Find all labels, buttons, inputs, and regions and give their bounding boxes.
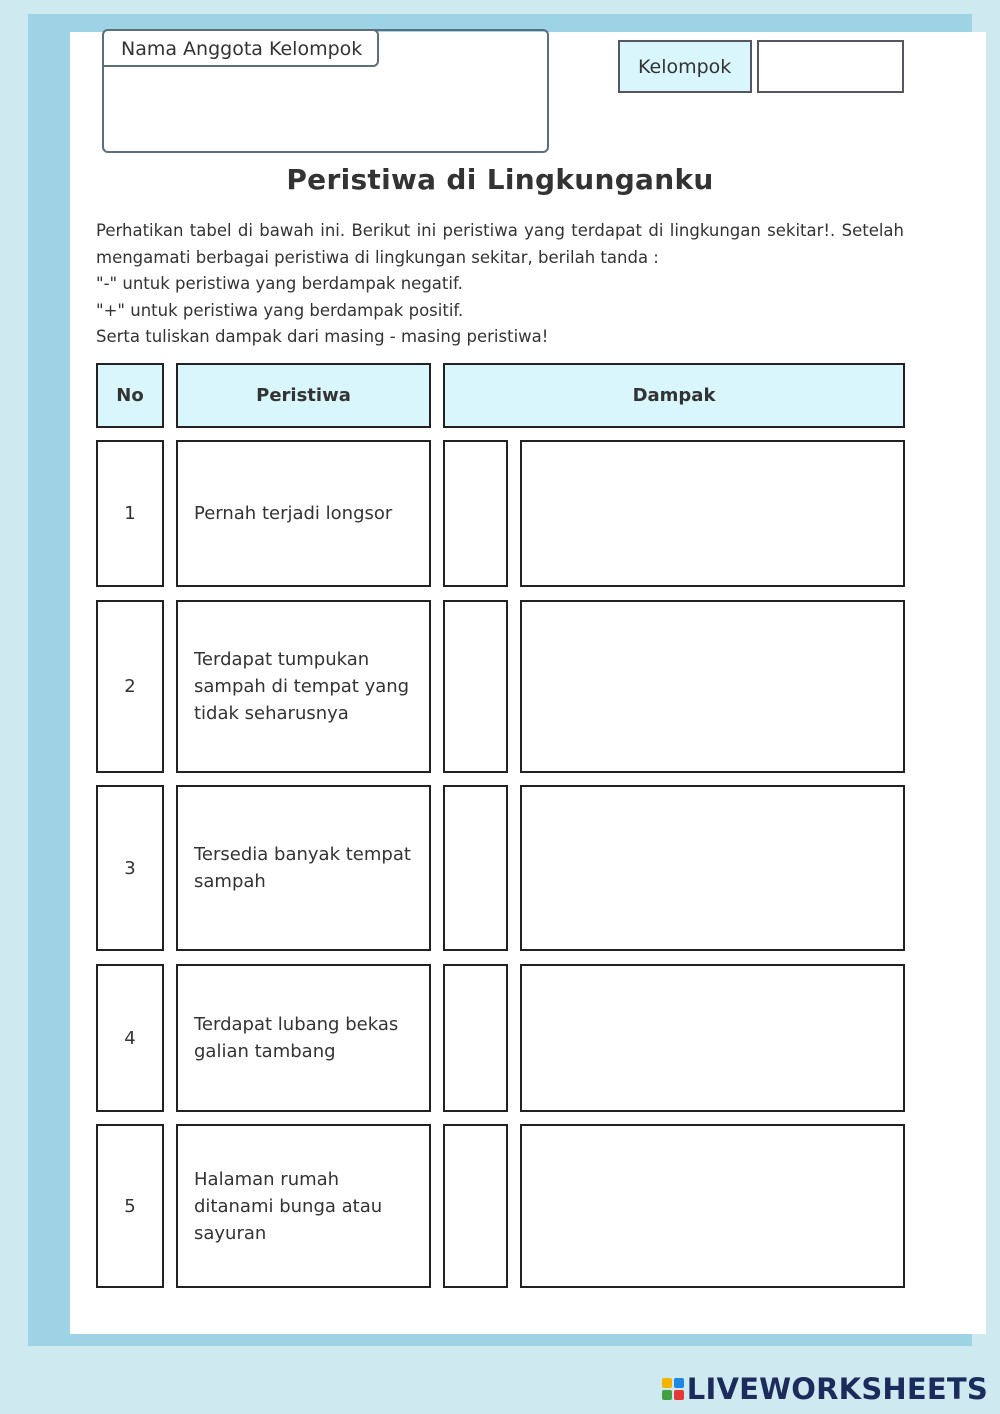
impact-input[interactable]	[520, 440, 905, 587]
row-number: 5	[96, 1124, 164, 1288]
instruction-text: Perhatikan tabel di bawah ini. Berikut ini peristiwa yang terdapat di lingkungan sekitar!. Setelah mengamati berbagai peristiwa di lingkungan sekitar, berilah tanda :	[96, 221, 904, 267]
header-event: Peristiwa	[176, 363, 431, 428]
event-cell	[176, 785, 431, 951]
impact-input[interactable]	[520, 600, 905, 773]
liveworksheets-logo-icon	[662, 1378, 684, 1400]
row-number: 4	[96, 964, 164, 1112]
event-text: Terdapat lubang bekas galian tambang	[194, 1014, 399, 1062]
sign-input[interactable]	[443, 600, 508, 773]
sign-input[interactable]	[443, 964, 508, 1112]
impact-input[interactable]	[520, 785, 905, 951]
header-impact: Dampak	[443, 363, 905, 428]
event-cell	[176, 600, 431, 773]
row-number: 3	[96, 785, 164, 951]
header-no: No	[96, 363, 164, 428]
event-cell	[176, 440, 431, 587]
liveworksheets-logo[interactable]	[662, 1371, 988, 1407]
event-text: Pernah terjadi longsor	[194, 503, 393, 524]
row-number: 1	[96, 440, 164, 587]
sign-input[interactable]	[443, 785, 508, 951]
brand-name: LIVEWORKSHEETS	[686, 1372, 988, 1406]
event-text: Tersedia banyak tempat sampah	[194, 844, 411, 892]
event-cell	[176, 964, 431, 1112]
sign-input[interactable]	[443, 440, 508, 587]
page-title: Peristiwa di Lingkunganku	[286, 163, 714, 196]
impact-input[interactable]	[520, 1124, 905, 1288]
event-text: Halaman rumah ditanami bunga atau sayuran	[194, 1168, 383, 1244]
sign-input[interactable]	[443, 1124, 508, 1288]
row-number: 2	[96, 600, 164, 773]
instruction-positive: "+" untuk peristiwa yang berdampak positif.	[96, 300, 464, 320]
group-members-label: Nama Anggota Kelompok	[102, 29, 379, 67]
group-label: Kelompok	[618, 40, 752, 93]
instruction-negative: "-" untuk peristiwa yang berdampak negatif.	[96, 274, 463, 293]
impact-input[interactable]	[520, 964, 905, 1112]
event-text: Terdapat tumpukan sampah di tempat yang tidak seharusnya	[194, 649, 410, 724]
instructions	[96, 218, 904, 351]
instruction-write-impact: Serta tuliskan dampak dari masing - masing peristiwa!	[96, 327, 549, 346]
group-input[interactable]	[757, 40, 904, 93]
event-cell	[176, 1124, 431, 1288]
